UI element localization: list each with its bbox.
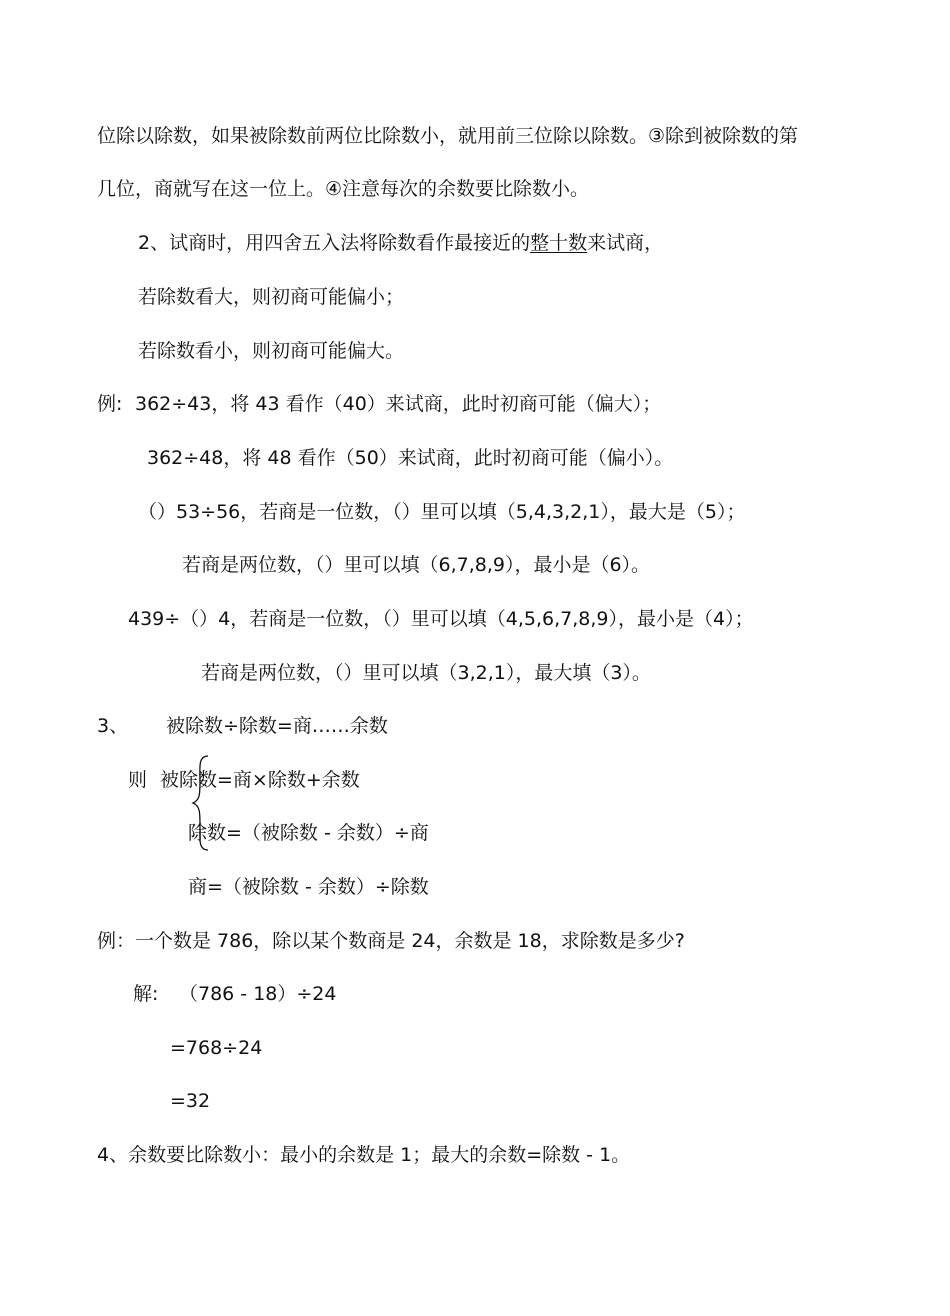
example-question: 例：一个数是 786，除以某个数商是 24，余数是 18，求除数是多少? bbox=[97, 930, 685, 952]
then-label: 则 bbox=[128, 769, 148, 791]
paragraph-line: 几位，商就写在这一位上。④注意每次的余数要比除数小。 bbox=[97, 178, 590, 200]
underlined-term: 整十数 bbox=[530, 232, 588, 254]
solution-step: （786 - 18）÷24 bbox=[179, 983, 337, 1005]
example-line: 362÷48，将 48 看作（50）来试商，此时初商可能（偏小）。 bbox=[147, 447, 674, 469]
trial-quotient-intro bbox=[138, 231, 663, 255]
division-formula: 被除数÷除数=商……余数 bbox=[166, 715, 388, 737]
intro-text: 2、试商时，用四舍五入法将除数看作最接近的 bbox=[138, 232, 531, 254]
rule-line: 若除数看小，则初商可能偏大。 bbox=[138, 340, 405, 362]
remainder-rule: 4、余数要比除数小：最小的余数是 1；最大的余数=除数 - 1。 bbox=[97, 1144, 631, 1166]
example-line: 439÷（）4，若商是一位数，（）里可以填（4,5,6,7,8,9），最小是（4）； bbox=[128, 608, 754, 630]
example-line: 若商是两位数，（）里可以填（3,2,1），最大填（3）。 bbox=[201, 662, 651, 684]
solution-label: 解: bbox=[133, 983, 159, 1005]
example-line: （）53÷56，若商是一位数，（）里可以填（5,4,3,2,1），最大是（5）； bbox=[138, 501, 746, 523]
rule-line: 若除数看大，则初商可能偏小； bbox=[138, 286, 405, 308]
curly-brace-icon bbox=[190, 754, 212, 852]
derived-formula: 商=（被除数 - 余数）÷除数 bbox=[188, 876, 429, 898]
solution-step: =768÷24 bbox=[170, 1037, 263, 1059]
derived-formula: 除数=（被除数 - 余数）÷商 bbox=[188, 822, 429, 844]
example-label: 例: bbox=[97, 393, 123, 415]
solution-step: =32 bbox=[170, 1090, 211, 1112]
intro-text: 来试商， bbox=[587, 232, 664, 254]
paragraph-line: 位除以除数，如果被除数前两位比除数小，就用前三位除以除数。③除到被除数的第 bbox=[97, 125, 799, 147]
derived-formula: 被除数=商×除数+余数 bbox=[160, 769, 360, 791]
example-line: 362÷43，将 43 看作（40）来试商，此时初商可能（偏大）； bbox=[135, 393, 662, 415]
section-number: 3、 bbox=[97, 715, 129, 737]
example-line: 若商是两位数，（）里可以填（6,7,8,9），最小是（6）。 bbox=[182, 554, 651, 576]
